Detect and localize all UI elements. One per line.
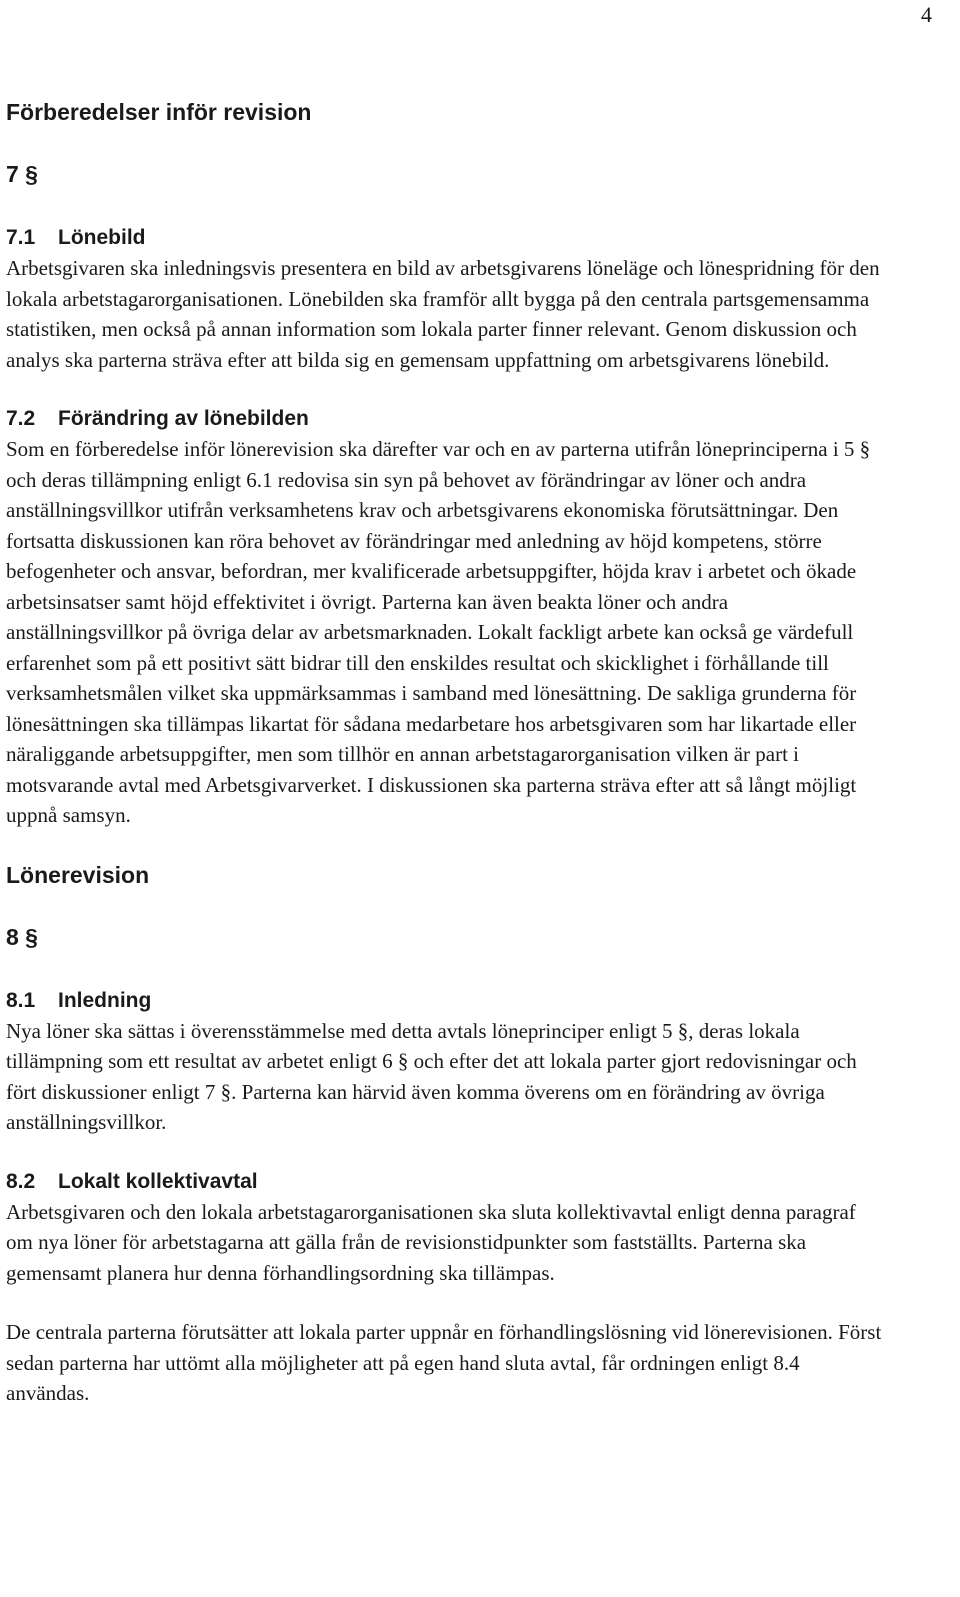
document-body (6, 97, 886, 1409)
section-number: 7.2 (6, 407, 36, 430)
section-number: 8.1 (6, 988, 36, 1012)
chapter-title-preparation: Förberedelser inför revision (6, 99, 312, 125)
section-title-text: Förändring av lönebilden (58, 407, 309, 430)
section-heading-7-2 (6, 404, 886, 434)
section-number: 8.2 (6, 1169, 36, 1193)
chapter-title-revision: Lönerevision (6, 861, 150, 888)
section-text-8-1: Nya löner ska sättas i överensstämmelse med detta avtals löneprinciper enligt 5 §, deras lokala tillämpning som ett resultat av arbetet enligt 6 § och efter det att lokala parter gjort redovisningar och fört diskussioner enligt 7 §. Parterna kan härvid även komma överens om en förändring av övriga anställningsvillkor. (6, 1018, 857, 1134)
section-text-8-2-b: De centrala parterna förutsätter att lokala parter uppnår en förhandlingslösning vid lönerevisionen. Först sedan parterna har uttömt alla möjligheter att på egen hand sluta avtal, får ordningen enligt 8.4 användas. (6, 1320, 882, 1405)
section-heading-8-1 (6, 986, 886, 1016)
section-heading-7-1 (6, 223, 886, 253)
section-title-text: Lokalt kollektivavtal (58, 1169, 258, 1193)
page-number: 4 (921, 2, 932, 27)
section-title-text: Inledning (58, 988, 152, 1012)
paragraph-mark-8: 8 § (6, 923, 38, 950)
section-number: 7.1 (6, 226, 36, 249)
section-text-7-2: Som en förberedelse inför lönerevision ska därefter var och en av parterna utifrån löneprinciperna i 5 § och deras tillämpning enligt 6.1 redovisa sin syn på behovet av förändringar av löner och andra anställningsvillkor utifrån verksamhetens krav och arbetsgivarens ekonomiska förutsättningar. Den fortsatta diskussionen kan röra behovet av förändringar med anledning av höjd kompetens, större befogenheter och ansvar, befordran, mer kvalificerade arbetsuppgifter, höjda krav i arbetet och ökade arbetsinsatser samt höjd effektivitet i övrigt. Parterna kan även beakta löner och andra anställningsvillkor på övriga delar av arbetsmarknaden. Lokalt fackligt arbete kan också ge värdefull erfarenhet som på ett positivt sätt bidrar till den enskildes resultat och skicklighet i förhållande till verksamhetsmålen vilket ska uppmärksammas i samband med lönesättning. De sakliga grunderna för lönesättningen ska tillämpas likartat för sådana medarbetare hos arbetsgivaren som har likartade eller näraliggande arbetsuppgifter, men som tillhör en annan arbetstagarorganisation vilken är part i motsvarande avtal med Arbetsgivarverket. I diskussionen ska parterna sträva efter att så långt möjligt uppnå samsyn. (6, 437, 871, 827)
section-text-7-1: Arbetsgivaren ska inledningsvis presentera en bild av arbetsgivarens löneläge och lönespridning för den lokala arbetstagarorganisationen. Lönebilden ska framför allt bygga på den centrala partsgemensamma statistiken, men också på annan information som lokala parter finner relevant. Genom diskussion och analys ska parterna sträva efter att bilda sig en gemensam uppfattning om arbetsgivarens lönebild. (6, 256, 880, 372)
paragraph-mark-7: 7 § (6, 161, 38, 187)
section-text-8-2-a: Arbetsgivaren och den lokala arbetstagarorganisationen ska sluta kollektivavtal enligt denna paragraf om nya löner för arbetstagarna att gälla från de revisionstidpunkter som fastställts. Parterna ska gemensamt planera hur denna förhandlingsordning ska tillämpas. (6, 1199, 856, 1285)
section-title-text: Lönebild (58, 226, 146, 249)
section-heading-8-2 (6, 1167, 886, 1197)
